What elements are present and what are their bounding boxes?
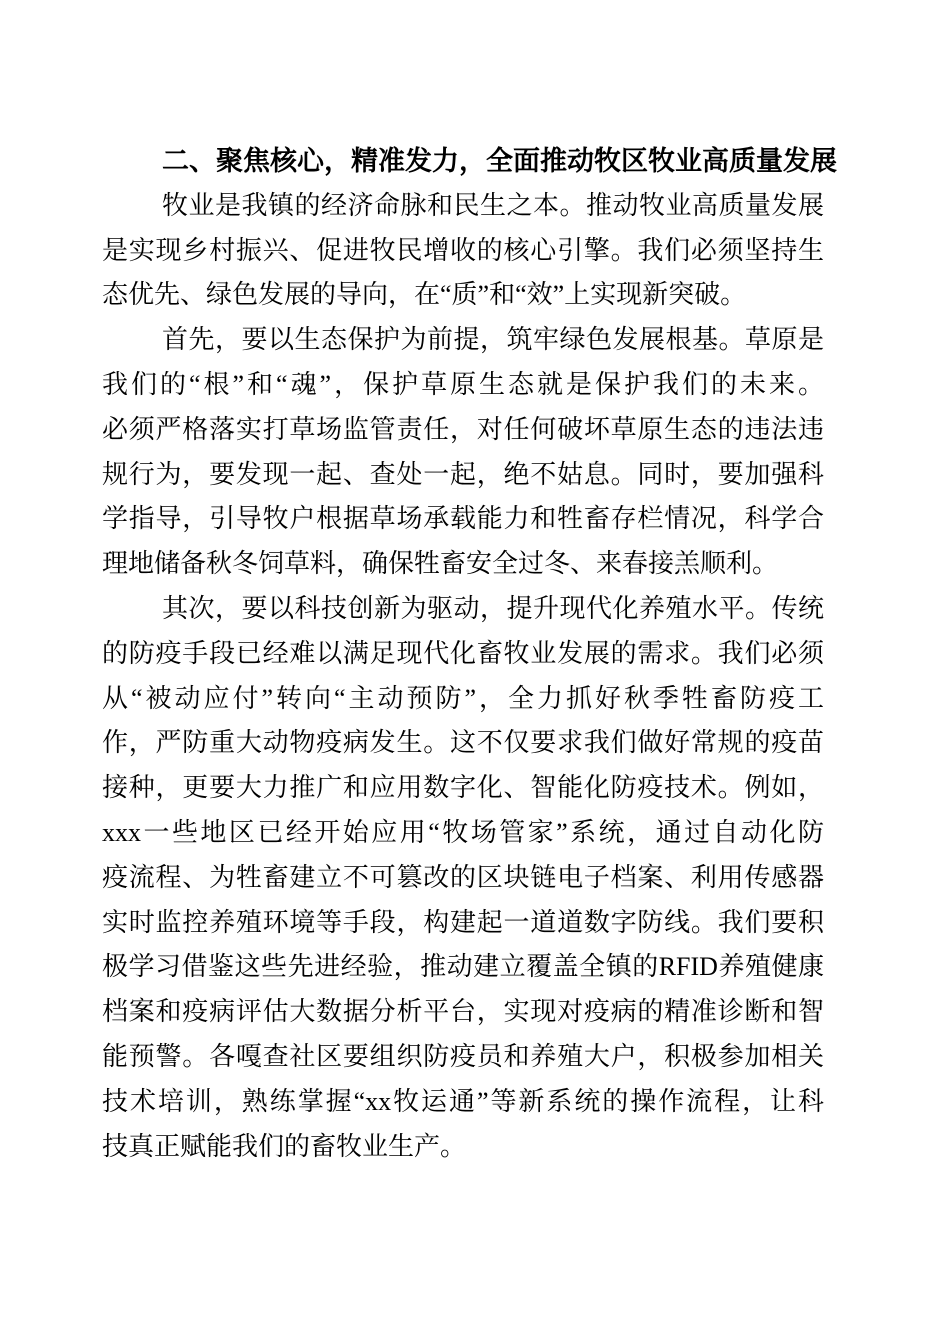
paragraph-3-line-10: 档案和疫病评估大数据分析平台，实现对疫病的精准诊断和智 — [102, 997, 824, 1027]
paragraph-3-line-1: 其次，要以科技创新为驱动，提升现代化养殖水平。传统 — [162, 593, 824, 623]
paragraph-2-line-4: 规行为，要发现一起、查处一起，绝不姑息。同时，要加强科 — [102, 459, 824, 489]
paragraph-3-line-12: 技术培训，熟练掌握“xx牧运通”等新系统的操作流程，让科 — [102, 1086, 824, 1116]
paragraph-3-line-6: xxx一些地区已经开始应用“牧场管家”系统，通过自动化防 — [102, 817, 824, 847]
paragraph-3-line-8: 实时监控养殖环境等手段，构建起一道道数字防线。我们要积 — [102, 907, 824, 937]
paragraph-3-line-13: 技真正赋能我们的畜牧业生产。 — [102, 1131, 467, 1161]
paragraph-2-line-6: 理地储备秋冬饲草料，确保牲畜安全过冬、来春接羔顺利。 — [102, 549, 779, 579]
paragraph-3-line-7: 疫流程、为牲畜建立不可篡改的区块链电子档案、利用传感器 — [102, 862, 824, 892]
paragraph-2-line-3: 必须严格落实打草场监管责任，对任何破坏草原生态的违法违 — [102, 414, 824, 444]
paragraph-3-line-11: 能预警。各嘎查社区要组织防疫员和养殖大户，积极参加相关 — [102, 1041, 824, 1071]
paragraph-2-line-2: 我们的“根”和“魂”，保护草原生态就是保护我们的未来。 — [102, 369, 824, 399]
paragraph-1-line-1: 牧业是我镇的经济命脉和民生之本。推动牧业高质量发展 — [162, 190, 824, 220]
section-heading: 二、聚焦核心，精准发力，全面推动牧区牧业高质量发展 — [162, 146, 837, 176]
paragraph-3-line-5: 接种，更要大力推广和应用数字化、智能化防疫技术。例如， — [102, 773, 824, 803]
paragraph-3-line-3: 从“被动应付”转向“主动预防”，全力抓好秋季牲畜防疫工 — [102, 683, 824, 713]
paragraph-1-line-2: 是实现乡村振兴、促进牧民增收的核心引擎。我们必须坚持生 — [102, 235, 824, 265]
paragraph-2-line-5: 学指导，引导牧户根据草场承载能力和牲畜存栏情况，科学合 — [102, 504, 824, 534]
document-page — [102, 139, 837, 1169]
paragraph-3-line-4: 作，严防重大动物疫病发生。这不仅要求我们做好常规的疫苗 — [102, 728, 824, 758]
paragraph-3-line-9: 极学习借鉴这些先进经验，推动建立覆盖全镇的RFID养殖健康 — [102, 952, 824, 982]
paragraph-1-line-3: 态优先、绿色发展的导向，在“质”和“效”上实现新突破。 — [102, 280, 747, 310]
paragraph-2-line-1: 首先，要以生态保护为前提，筑牢绿色发展根基。草原是 — [162, 325, 824, 355]
paragraph-3-line-2: 的防疫手段已经难以满足现代化畜牧业发展的需求。我们必须 — [102, 638, 824, 668]
